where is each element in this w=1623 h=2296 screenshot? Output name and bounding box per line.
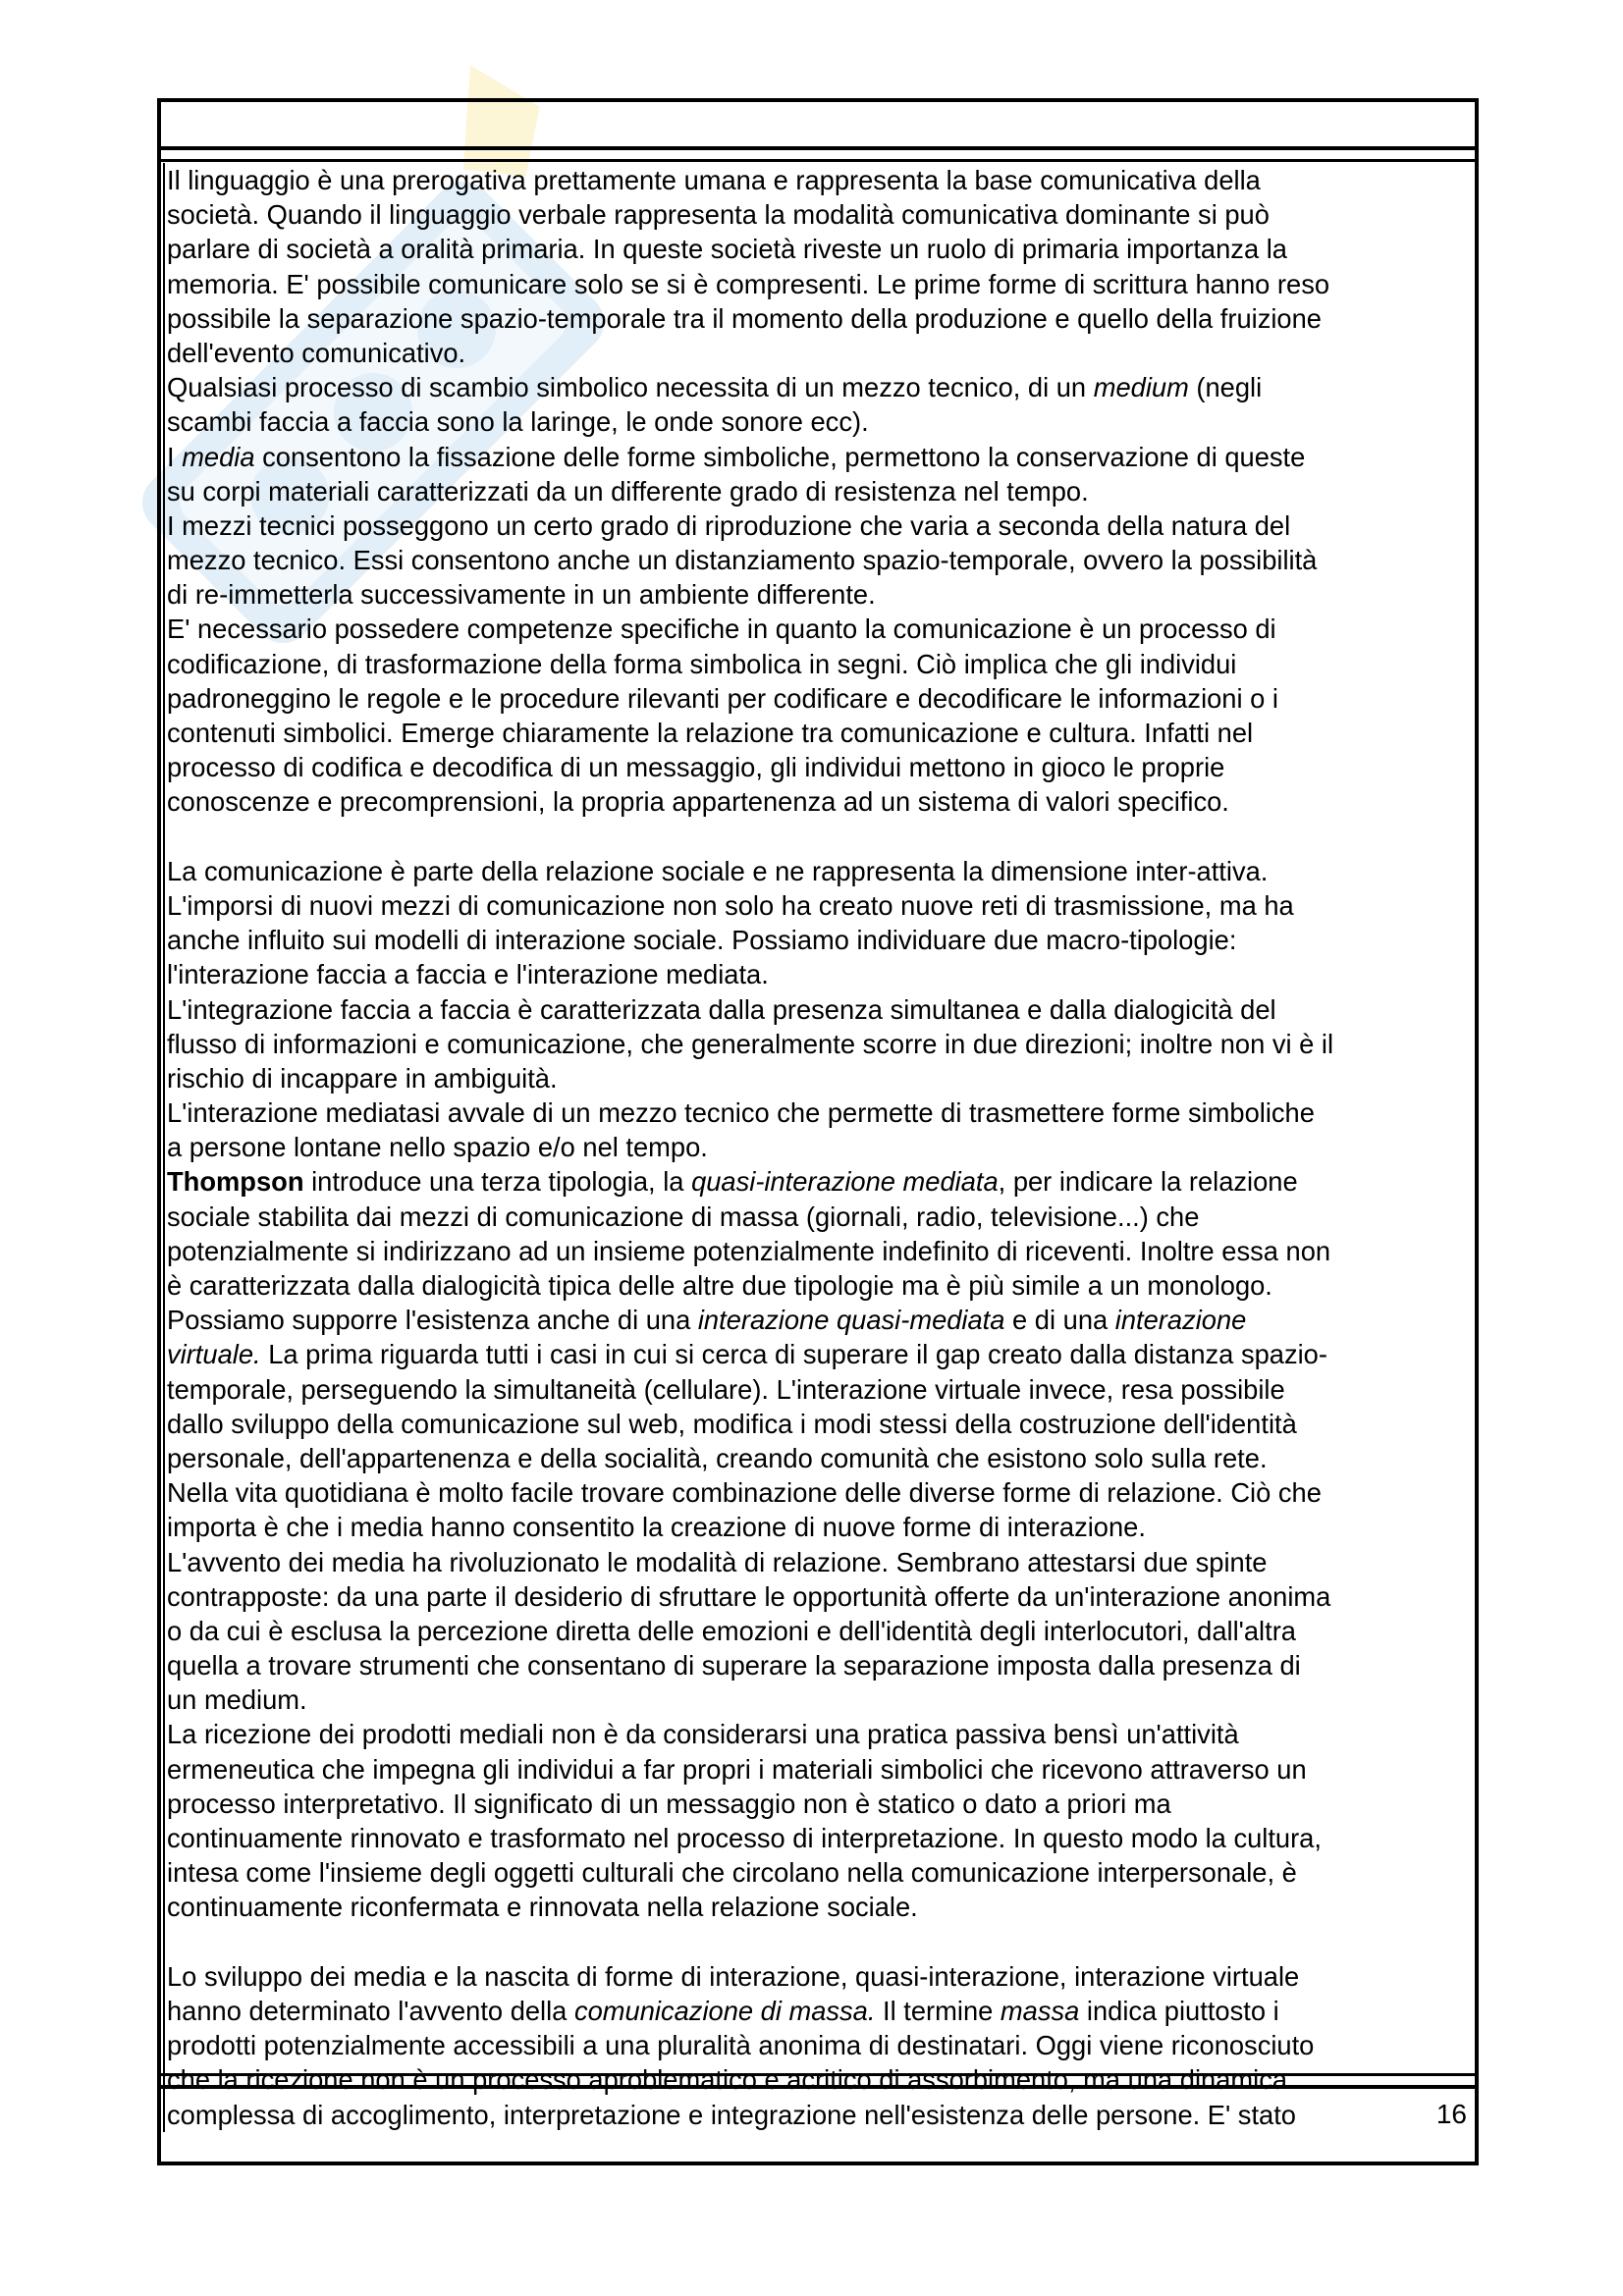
text-line: rischio di incappare in ambiguità.	[163, 1061, 1479, 1095]
text-line: contenuti simbolici. Emerge chiaramente la relazione tra comunicazione e cultura. Infatti nel	[163, 716, 1479, 750]
text-line: hanno determinato l'avvento della comunicazione di massa. Il termine massa indica piuttosto i	[163, 1994, 1479, 2028]
text-line: temporale, perseguendo la simultaneità (cellulare). L'interazione virtuale invece, resa possibile	[163, 1372, 1479, 1407]
text-line: prodotti potenzialmente accessibili a una pluralità anonima di destinatari. Oggi viene riconosciuto	[163, 2028, 1479, 2062]
text-line: La comunicazione è parte della relazione sociale e ne rappresenta la dimensione inter-attiva.	[163, 854, 1479, 888]
text-line: L'integrazione faccia a faccia è caratterizzata dalla presenza simultanea e dalla dialogicità del	[163, 992, 1479, 1027]
text-line: Possiamo supporre l'esistenza anche di una interazione quasi-mediata e di una interazione	[163, 1303, 1479, 1337]
text-line: Nella vita quotidiana è molto facile trovare combinazione delle diverse forme di relazione. Ciò che	[163, 1475, 1479, 1510]
text-line: su corpi materiali caratterizzati da un differente grado di resistenza nel tempo.	[163, 474, 1479, 508]
text-line: a persone lontane nello spazio e/o nel tempo.	[163, 1130, 1479, 1164]
text-line: continuamente rinnovato e trasformato nel processo di interpretazione. In questo modo la cultura,	[163, 1821, 1479, 1855]
text-line: Lo sviluppo dei media e la nascita di forme di interazione, quasi-interazione, interazione virtuale	[163, 1959, 1479, 1994]
text-line: parlare di società a oralità primaria. In queste società riveste un ruolo di primaria importanza la	[163, 232, 1479, 266]
text-line: dell'evento comunicativo.	[163, 336, 1479, 370]
text-line: personale, dell'appartenenza e della socialità, creando comunità che esistono solo sulla rete.	[163, 1441, 1479, 1475]
text-line: I mezzi tecnici posseggono un certo grado di riproduzione che varia a seconda della natura del	[163, 508, 1479, 543]
text-line: possibile la separazione spazio-temporale tra il momento della produzione e quello della fruizione	[163, 301, 1479, 336]
text-line: I media consentono la fissazione delle forme simboliche, permettono la conservazione di queste	[163, 440, 1479, 474]
text-line: flusso di informazioni e comunicazione, che generalmente scorre in due direzioni; inoltre non vi è il	[163, 1027, 1479, 1061]
paragraph-gap	[163, 1925, 1479, 1959]
text-line: padroneggino le regole e le procedure rilevanti per codificare e decodificare le informazioni o i	[163, 681, 1479, 716]
text-line: l'interazione faccia a faccia e l'interazione mediata.	[163, 957, 1479, 991]
paragraph-gap	[163, 820, 1479, 854]
text-line: ermeneutica che impegna gli individui a far propri i materiali simbolici che ricevono attraverso un	[163, 1752, 1479, 1787]
text-line: è caratterizzata dalla dialogicità tipica delle altre due tipologie ma è più simile a un monologo.	[163, 1268, 1479, 1303]
text-line: complessa di accoglimento, interpretazione e integrazione nell'esistenza delle persone. E' stato	[163, 2098, 1479, 2132]
text-line: processo di codifica e decodifica di un messaggio, gli individui mettono in gioco le proprie	[163, 750, 1479, 784]
text-line: memoria. E' possibile comunicare solo se si è compresenti. Le prime forme di scrittura hanno reso	[163, 267, 1479, 301]
text-line: anche influito sui modelli di interazione sociale. Possiamo individuare due macro-tipologie:	[163, 923, 1479, 957]
header-divider	[161, 159, 1475, 162]
text-line: L'interazione mediatasi avvale di un mezzo tecnico che permette di trasmettere forme simboliche	[163, 1095, 1479, 1130]
text-line: Thompson introduce una terza tipologia, la quasi-interazione mediata, per indicare la relazione	[163, 1164, 1479, 1199]
text-line: L'imporsi di nuovi mezzi di comunicazione non solo ha creato nuove reti di trasmissione, ma ha	[163, 888, 1479, 923]
text-line: L'avvento dei media ha rivoluzionato le modalità di relazione. Sembrano attestarsi due spinte	[163, 1545, 1479, 1579]
text-line: Qualsiasi processo di scambio simbolico necessita di un mezzo tecnico, di un medium (negli	[163, 370, 1479, 404]
document-body	[163, 163, 1479, 2132]
text-line: Il linguaggio è una prerogativa prettamente umana e rappresenta la base comunicativa della	[163, 163, 1479, 197]
text-line: virtuale. La prima riguarda tutti i casi in cui si cerca di superare il gap creato dalla distanza spazio-	[163, 1337, 1479, 1371]
text-line: intesa come l'insieme degli oggetti culturali che circolano nella comunicazione interpersonale, è	[163, 1855, 1479, 1890]
text-line: un medium.	[163, 1682, 1479, 1717]
text-line: dallo sviluppo della comunicazione sul web, modifica i modi stessi della costruzione dell'identità	[163, 1407, 1479, 1441]
page-number: 16	[1435, 2099, 1467, 2129]
text-line: o da cui è esclusa la percezione diretta delle emozioni e dell'identità degli interlocutori, dall'altra	[163, 1614, 1479, 1648]
text-line: quella a trovare strumenti che consentano di superare la separazione imposta dalla presenza di	[163, 1648, 1479, 1682]
text-line: importa è che i media hanno consentito la creazione di nuove forme di interazione.	[163, 1510, 1479, 1544]
text-line: codificazione, di trasformazione della forma simbolica in segni. Ciò implica che gli individui	[163, 647, 1479, 681]
text-line: società. Quando il linguaggio verbale rappresenta la modalità comunicativa dominante si può	[163, 197, 1479, 232]
page-footer	[161, 2085, 1475, 2162]
text-line: sociale stabilita dai mezzi di comunicazione di massa (giornali, radio, televisione...) che	[163, 1200, 1479, 1234]
text-line: continuamente riconfermata e rinnovata nella relazione sociale.	[163, 1890, 1479, 1924]
text-line: di re-immetterla successivamente in un ambiente differente.	[163, 577, 1479, 612]
text-line: La ricezione dei prodotti mediali non è da considerarsi una pratica passiva bensì un'attività	[163, 1717, 1479, 1751]
text-line: potenzialmente si indirizzano ad un insieme potenzialmente indefinito di riceventi. Inoltre essa non	[163, 1234, 1479, 1268]
page-header	[161, 102, 1475, 150]
page-frame	[157, 98, 1479, 2165]
text-line: contrapposte: da una parte il desiderio di sfruttare le opportunità offerte da un'interazione anonima	[163, 1579, 1479, 1614]
text-line: conoscenze e precomprensioni, la propria appartenenza ad un sistema di valori specifico.	[163, 784, 1479, 819]
text-line: scambi faccia a faccia sono la laringe, le onde sonore ecc).	[163, 404, 1479, 439]
footer-divider	[161, 2073, 1475, 2076]
text-line: E' necessario possedere competenze specifiche in quanto la comunicazione è un processo di	[163, 612, 1479, 646]
text-line: processo interpretativo. Il significato di un messaggio non è statico o dato a priori ma	[163, 1787, 1479, 1821]
text-line: che la ricezione non è un processo aproblematico e acritico di assorbimento, ma una dinamica	[163, 2062, 1479, 2097]
text-line: mezzo tecnico. Essi consentono anche un distanziamento spazio-temporale, ovvero la possibilità	[163, 543, 1479, 577]
